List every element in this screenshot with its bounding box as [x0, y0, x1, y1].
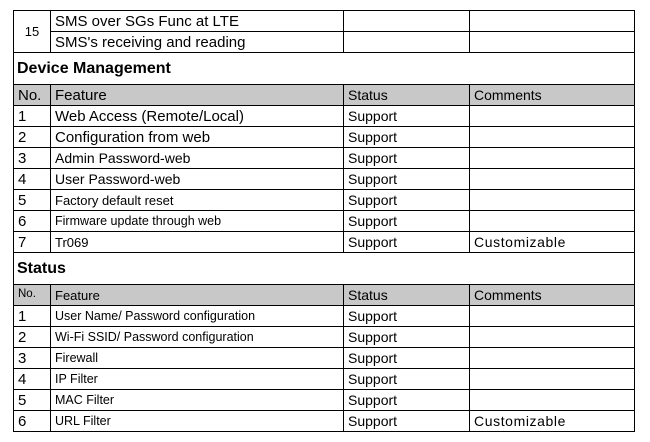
table-row: [14, 148, 635, 169]
row-number: 7: [14, 232, 51, 253]
table-row: [14, 390, 635, 411]
feature-spec-table: [13, 10, 635, 432]
feature-cell: Wi-Fi SSID/ Password configuration: [51, 327, 344, 348]
comments-cell: [470, 327, 635, 348]
feature-cell: User Password-web: [51, 169, 344, 190]
col-header-feature: Feature: [51, 285, 344, 306]
col-header-feature: Feature: [51, 85, 344, 106]
col-header-status: Status: [344, 285, 470, 306]
comments-cell: [470, 369, 635, 390]
status-cell: Support: [344, 327, 470, 348]
status-cell: [344, 32, 470, 53]
comments-cell: [470, 306, 635, 327]
table-row: [14, 211, 635, 232]
status-cell: Support: [344, 369, 470, 390]
row-number: 6: [14, 411, 51, 432]
feature-cell: Firmware update through web: [51, 211, 344, 232]
feature-cell: Web Access (Remote/Local): [51, 106, 344, 127]
feature-cell: Firewall: [51, 348, 344, 369]
table-row: [14, 327, 635, 348]
feature-cell: Tr069: [51, 232, 344, 253]
feature-cell: IP Filter: [51, 369, 344, 390]
status-cell: Support: [344, 411, 470, 432]
row-number: 4: [14, 169, 51, 190]
feature-cell: SMS's receiving and reading: [51, 32, 344, 53]
row-number: 3: [14, 148, 51, 169]
row-number: 4: [14, 369, 51, 390]
col-header-comments: Comments: [470, 85, 635, 106]
row-number: 2: [14, 127, 51, 148]
section-title: Status: [14, 253, 635, 285]
table-row: [14, 306, 635, 327]
row-number: 15: [14, 11, 51, 53]
comments-cell: [470, 348, 635, 369]
col-header-no: No.: [14, 285, 51, 306]
col-header-no: No.: [14, 85, 51, 106]
row-number: 6: [14, 211, 51, 232]
feature-cell: Factory default reset: [51, 190, 344, 211]
comments-cell: [470, 106, 635, 127]
comments-cell: [470, 211, 635, 232]
status-cell: Support: [344, 127, 470, 148]
status-cell: Support: [344, 306, 470, 327]
comments-cell: [470, 190, 635, 211]
comments-cell: [470, 148, 635, 169]
status-cell: Support: [344, 190, 470, 211]
table-row: [14, 232, 635, 253]
table-row: [14, 190, 635, 211]
feature-cell: Admin Password-web: [51, 148, 344, 169]
table-row: [14, 11, 635, 32]
row-number: 5: [14, 190, 51, 211]
table-row: [14, 32, 635, 53]
section-heading-device-management: [14, 53, 635, 85]
status-cell: [344, 11, 470, 32]
comments-cell: [470, 127, 635, 148]
comments-cell: [470, 169, 635, 190]
comments-cell: [470, 390, 635, 411]
table-row: [14, 106, 635, 127]
table-row: [14, 169, 635, 190]
feature-cell: URL Filter: [51, 411, 344, 432]
col-header-comments: Comments: [470, 285, 635, 306]
section-heading-status: [14, 253, 635, 285]
feature-cell: MAC Filter: [51, 390, 344, 411]
status-cell: Support: [344, 232, 470, 253]
row-number: 3: [14, 348, 51, 369]
table-row: [14, 127, 635, 148]
comments-cell: Customizable: [470, 411, 635, 432]
status-cell: Support: [344, 106, 470, 127]
status-cell: Support: [344, 169, 470, 190]
comments-cell: Customizable: [470, 232, 635, 253]
row-number: 2: [14, 327, 51, 348]
feature-cell: User Name/ Password configuration: [51, 306, 344, 327]
row-number: 5: [14, 390, 51, 411]
status-cell: Support: [344, 211, 470, 232]
header-row: [14, 285, 635, 306]
feature-cell: Configuration from web: [51, 127, 344, 148]
row-number: 1: [14, 106, 51, 127]
table-row: [14, 348, 635, 369]
feature-cell: SMS over SGs Func at LTE: [51, 11, 344, 32]
status-cell: Support: [344, 348, 470, 369]
status-cell: Support: [344, 390, 470, 411]
row-number: 1: [14, 306, 51, 327]
table-row: [14, 369, 635, 390]
header-row: [14, 85, 635, 106]
comments-cell: [470, 32, 635, 53]
section-title: Device Management: [14, 53, 635, 85]
table-row: [14, 411, 635, 432]
comments-cell: [470, 11, 635, 32]
status-cell: Support: [344, 148, 470, 169]
col-header-status: Status: [344, 85, 470, 106]
